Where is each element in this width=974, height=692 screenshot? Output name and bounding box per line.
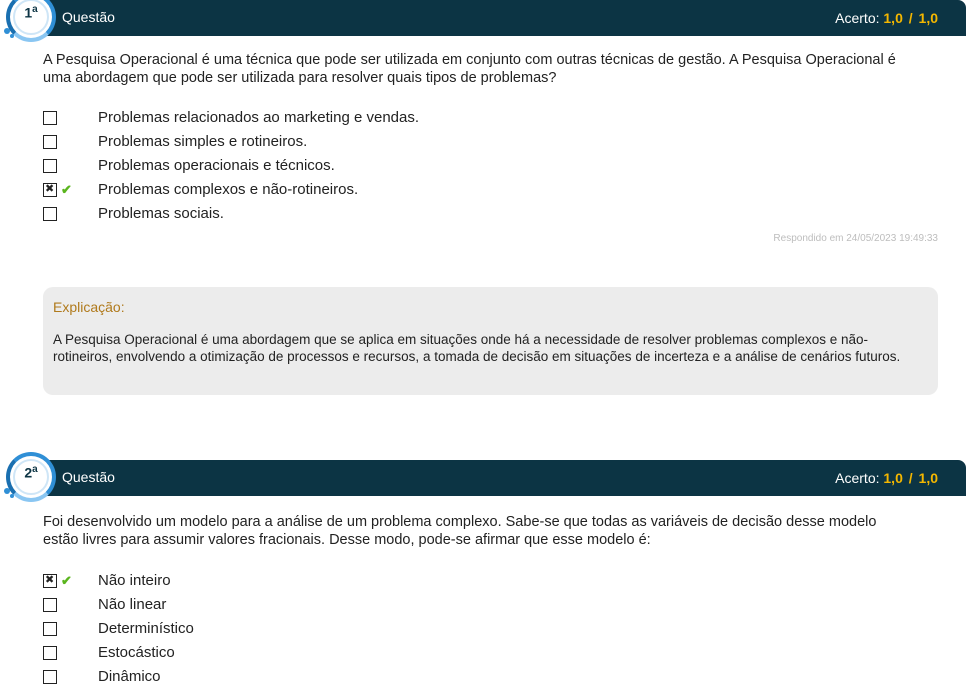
- question-number-badge: [6, 0, 56, 42]
- score: [835, 10, 938, 26]
- option-label: Determinístico: [98, 620, 194, 637]
- answered-timestamp: Respondido em 24/05/2023 19:49:33: [773, 233, 938, 244]
- option-label: Problemas complexos e não-rotineiros.: [98, 181, 359, 198]
- score-label: Acerto:: [835, 10, 880, 26]
- question-number-suffix: a: [32, 464, 38, 475]
- correct-check-icon: ✔: [61, 573, 72, 588]
- option-label: Estocástico: [98, 644, 175, 661]
- option-checkbox-checked[interactable]: [43, 183, 57, 197]
- question-number: 1: [24, 4, 33, 21]
- option-3[interactable]: [43, 157, 743, 181]
- question-1: [0, 0, 974, 32]
- option-label: Não linear: [98, 596, 167, 613]
- score-total: 1,0: [918, 10, 938, 26]
- option-checkbox[interactable]: [43, 111, 57, 125]
- option-checkbox[interactable]: [43, 135, 57, 149]
- question-header: [22, 0, 966, 36]
- question-2: [0, 456, 974, 492]
- option-checkbox[interactable]: [43, 646, 57, 660]
- option-label: Problemas operacionais e técnicos.: [98, 157, 335, 174]
- question-1-text: A Pesquisa Operacional é uma técnica que pode ser utilizada em conjunto com outras técnicas de gestão. A Pesquisa Operacional é uma abordagem que pode ser utilizada para resolver quais tipos de problemas?: [43, 52, 896, 86]
- score: [835, 470, 938, 486]
- option-checkbox[interactable]: [43, 159, 57, 173]
- explanation-body: A Pesquisa Operacional é uma abordagem que se aplica em situações onde há a necessidade de resolver problemas complexos e não-rotineiros, envolvendo a otimização de processos e recursos, a tomada de decisão em situações de incerteza e a análise de cenários futuros.: [53, 332, 901, 364]
- option-checkbox[interactable]: [43, 670, 57, 684]
- question-1-options: [43, 109, 743, 229]
- explanation-title: Explicação:: [53, 299, 125, 315]
- score-label: Acerto:: [835, 470, 880, 486]
- option-label: Problemas sociais.: [98, 205, 224, 222]
- option-3[interactable]: [43, 620, 743, 644]
- question-number: 2: [24, 464, 33, 481]
- option-4[interactable]: [43, 181, 743, 205]
- option-checkbox[interactable]: [43, 598, 57, 612]
- option-label: Problemas relacionados ao marketing e vendas.: [98, 109, 420, 126]
- option-1[interactable]: [43, 109, 743, 133]
- score-value: 1,0: [883, 10, 903, 26]
- option-1[interactable]: [43, 572, 743, 596]
- option-checkbox[interactable]: [43, 207, 57, 221]
- option-checkbox[interactable]: [43, 622, 57, 636]
- question-header: [22, 460, 966, 496]
- score-separator: /: [908, 470, 913, 486]
- option-5[interactable]: [43, 668, 743, 692]
- question-number-badge: [6, 452, 56, 502]
- option-2[interactable]: [43, 596, 743, 620]
- correct-check-icon: ✔: [61, 182, 72, 197]
- score-total: 1,0: [918, 470, 938, 486]
- question-number-suffix: a: [32, 4, 38, 15]
- score-separator: /: [908, 10, 913, 26]
- question-2-text: Foi desenvolvido um modelo para a análise de um problema complexo. Sabe-se que todas as variáveis de decisão desse modelo estão livres para assumir valores fracionais. Desse modo, pode-se afirmar que esse modelo é:: [43, 514, 877, 548]
- explanation-panel: [43, 287, 938, 395]
- option-checkbox-checked[interactable]: [43, 574, 57, 588]
- score-value: 1,0: [883, 470, 903, 486]
- option-label: Problemas simples e rotineiros.: [98, 133, 308, 150]
- option-label: Não inteiro: [98, 572, 171, 589]
- option-2[interactable]: [43, 133, 743, 157]
- option-5[interactable]: [43, 205, 743, 229]
- question-header-label: Questão: [62, 9, 115, 25]
- question-2-options: [43, 572, 743, 692]
- option-4[interactable]: [43, 644, 743, 668]
- question-header-label: Questão: [62, 469, 115, 485]
- option-label: Dinâmico: [98, 668, 161, 685]
